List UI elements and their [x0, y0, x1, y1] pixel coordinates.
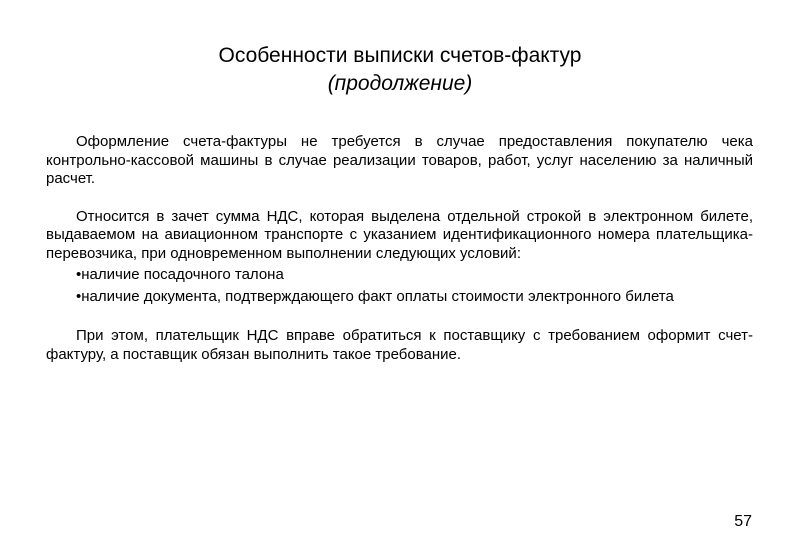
slide-subtitle: (продолжение): [327, 72, 473, 95]
paragraph-request-invoice: При этом, плательщик НДС вправе обратиться к поставщику с требованием оформит счет-фактуру, а поставщик обязан выполнить такое требование.: [46, 327, 753, 363]
spacer: [46, 306, 753, 327]
list-item: •наличие посадочного талона: [76, 266, 284, 283]
page-number: 57: [734, 513, 752, 530]
slide-title: Особенности выписки счетов-фактур: [218, 44, 582, 67]
paragraph-invoice-not-required: Оформление счета-фактуры не требуется в случае предоставления покупателю чека контрольно-кассовой машины в случае реализации товаров, работ, услуг населению за наличный расчет.: [46, 133, 753, 187]
paragraph-vat-offset: Относится в зачет сумма НДС, которая выделена отдельной строкой в электронном билете, выдаваемом на авиационном транспорте с указанием идентификационного номера плательщика-перевозчика, при одновременном выполнении следующих условий:: [46, 207, 753, 262]
slide-title-block: [0, 42, 800, 98]
slide-body: [46, 133, 753, 364]
list-item: •наличие документа, подтверждающего факт оплаты стоимости электронного билета: [76, 287, 674, 305]
spacer: [46, 189, 753, 208]
